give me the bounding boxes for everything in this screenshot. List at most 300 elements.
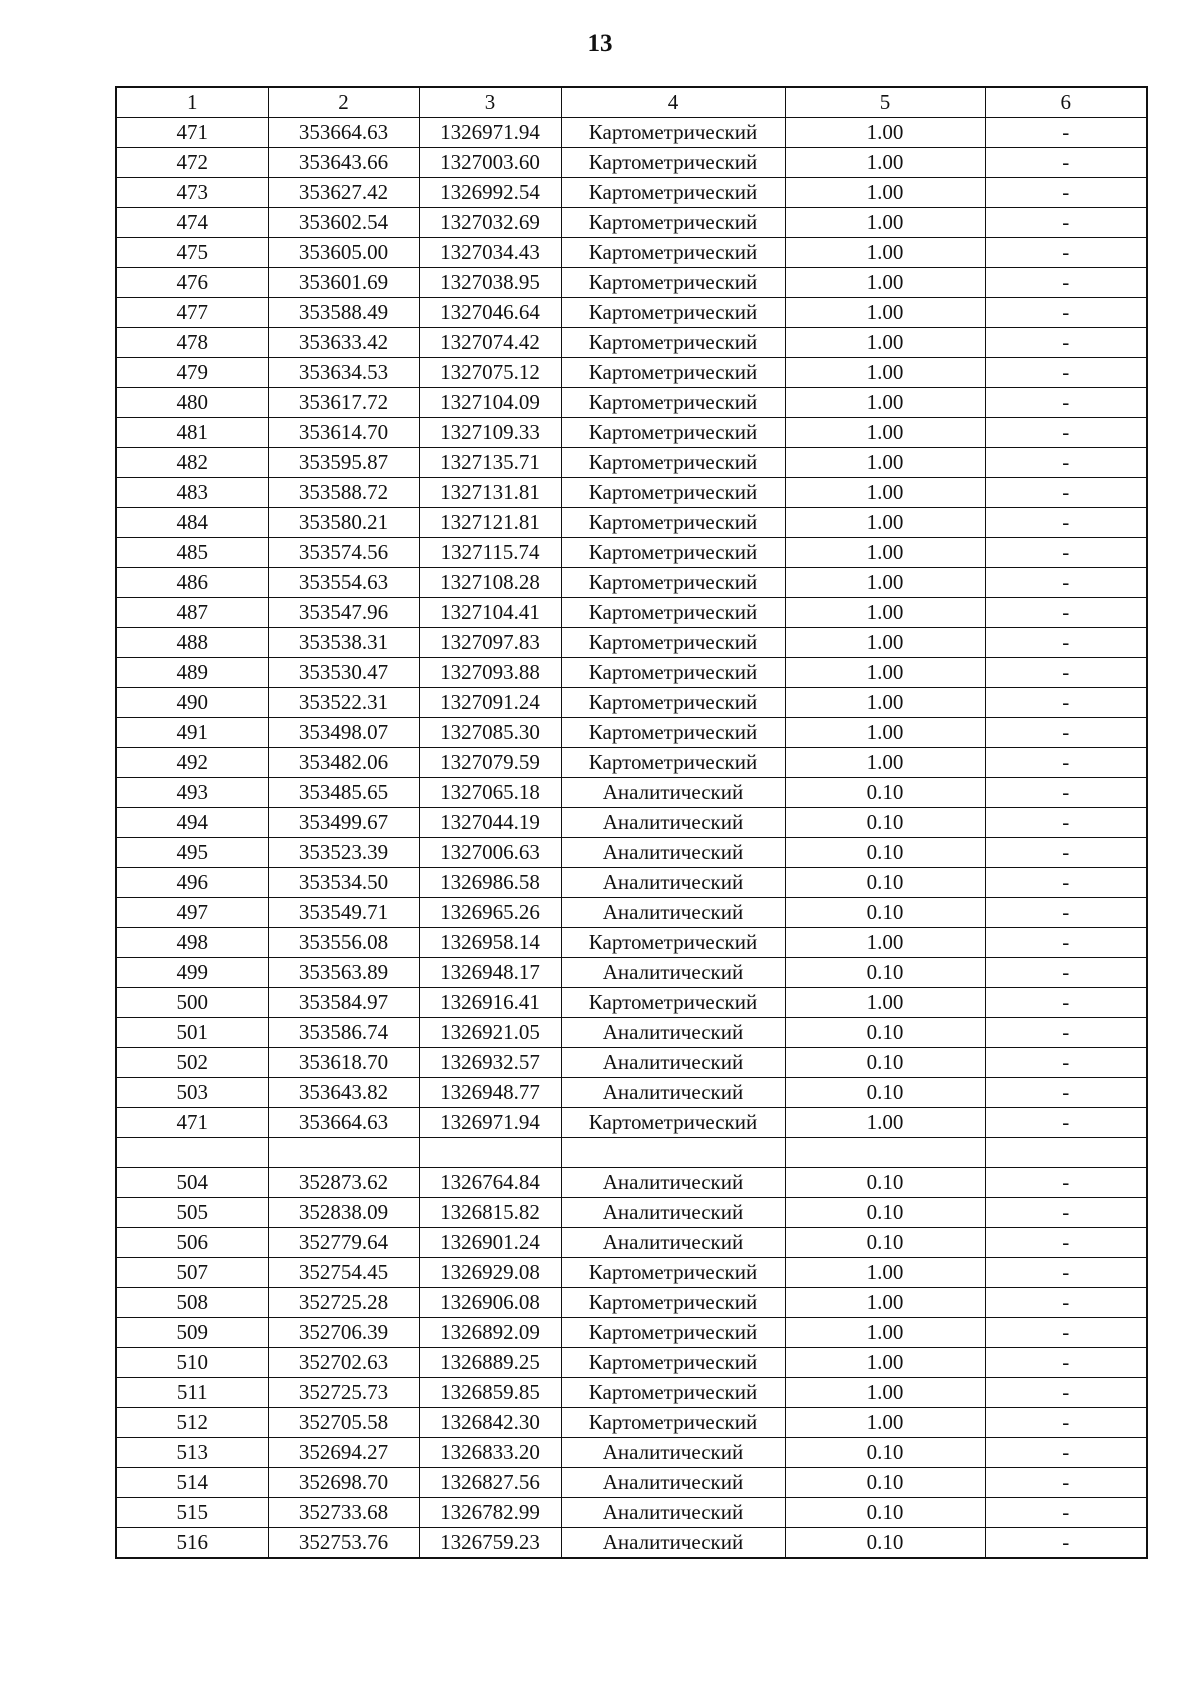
note-cell: - <box>985 778 1147 808</box>
y-coordinate-cell: 1327079.59 <box>419 748 561 778</box>
note-cell: - <box>985 1288 1147 1318</box>
point-number-cell: 509 <box>116 1318 268 1348</box>
y-coordinate-cell <box>419 1138 561 1168</box>
point-number-cell: 493 <box>116 778 268 808</box>
method-cell: Аналитический <box>561 898 785 928</box>
table-row <box>116 118 1147 148</box>
note-cell: - <box>985 418 1147 448</box>
note-cell: - <box>985 568 1147 598</box>
x-coordinate-cell: 353618.70 <box>268 1048 419 1078</box>
point-number-cell: 497 <box>116 898 268 928</box>
table-row <box>116 778 1147 808</box>
point-number-cell: 481 <box>116 418 268 448</box>
table-row <box>116 238 1147 268</box>
x-coordinate-cell: 353633.42 <box>268 328 419 358</box>
y-coordinate-cell: 1327044.19 <box>419 808 561 838</box>
accuracy-cell: 1.00 <box>785 1408 985 1438</box>
method-cell: Картометрический <box>561 268 785 298</box>
point-number-cell: 471 <box>116 1108 268 1138</box>
accuracy-cell: 1.00 <box>785 628 985 658</box>
point-number-cell: 498 <box>116 928 268 958</box>
table-row <box>116 1108 1147 1138</box>
method-cell: Картометрический <box>561 208 785 238</box>
table-row <box>116 628 1147 658</box>
point-number-cell: 505 <box>116 1198 268 1228</box>
table-row <box>116 1168 1147 1198</box>
note-cell: - <box>985 1228 1147 1258</box>
method-cell: Картометрический <box>561 628 785 658</box>
x-coordinate-cell: 352702.63 <box>268 1348 419 1378</box>
accuracy-cell: 0.10 <box>785 1438 985 1468</box>
method-cell: Картометрический <box>561 478 785 508</box>
x-coordinate-cell: 353554.63 <box>268 568 419 598</box>
x-coordinate-cell: 352873.62 <box>268 1168 419 1198</box>
x-coordinate-cell: 352733.68 <box>268 1498 419 1528</box>
note-cell: - <box>985 628 1147 658</box>
accuracy-cell: 0.10 <box>785 1228 985 1258</box>
note-cell: - <box>985 448 1147 478</box>
note-cell: - <box>985 898 1147 928</box>
method-cell: Картометрический <box>561 388 785 418</box>
y-coordinate-cell: 1326932.57 <box>419 1048 561 1078</box>
y-coordinate-cell: 1326965.26 <box>419 898 561 928</box>
note-cell: - <box>985 508 1147 538</box>
note-cell: - <box>985 1318 1147 1348</box>
y-coordinate-cell: 1327104.41 <box>419 598 561 628</box>
method-cell: Аналитический <box>561 838 785 868</box>
note-cell: - <box>985 958 1147 988</box>
method-cell: Аналитический <box>561 778 785 808</box>
method-cell: Аналитический <box>561 958 785 988</box>
point-number-cell: 499 <box>116 958 268 988</box>
point-number-cell: 491 <box>116 718 268 748</box>
table-row <box>116 1498 1147 1528</box>
table-row <box>116 1048 1147 1078</box>
column-header-3: 3 <box>419 87 561 118</box>
x-coordinate-cell: 353588.49 <box>268 298 419 328</box>
y-coordinate-cell: 1326921.05 <box>419 1018 561 1048</box>
table-row <box>116 148 1147 178</box>
note-cell: - <box>985 1408 1147 1438</box>
method-cell: Аналитический <box>561 1198 785 1228</box>
note-cell: - <box>985 1348 1147 1378</box>
note-cell: - <box>985 1168 1147 1198</box>
point-number-cell: 472 <box>116 148 268 178</box>
method-cell: Картометрический <box>561 148 785 178</box>
y-coordinate-cell: 1327046.64 <box>419 298 561 328</box>
method-cell: Картометрический <box>561 538 785 568</box>
x-coordinate-cell: 353664.63 <box>268 1108 419 1138</box>
x-coordinate-cell: 353563.89 <box>268 958 419 988</box>
x-coordinate-cell: 353523.39 <box>268 838 419 868</box>
y-coordinate-cell: 1326971.94 <box>419 1108 561 1138</box>
x-coordinate-cell: 353605.00 <box>268 238 419 268</box>
point-number-cell: 483 <box>116 478 268 508</box>
note-cell: - <box>985 328 1147 358</box>
method-cell: Аналитический <box>561 868 785 898</box>
point-number-cell: 500 <box>116 988 268 1018</box>
method-cell: Картометрический <box>561 1318 785 1348</box>
x-coordinate-cell: 352706.39 <box>268 1318 419 1348</box>
accuracy-cell: 1.00 <box>785 358 985 388</box>
point-number-cell: 516 <box>116 1528 268 1559</box>
x-coordinate-cell: 352779.64 <box>268 1228 419 1258</box>
note-cell: - <box>985 658 1147 688</box>
table-row <box>116 1228 1147 1258</box>
accuracy-cell: 0.10 <box>785 1528 985 1559</box>
accuracy-cell: 1.00 <box>785 718 985 748</box>
y-coordinate-cell: 1326889.25 <box>419 1348 561 1378</box>
point-number-cell: 475 <box>116 238 268 268</box>
method-cell: Аналитический <box>561 808 785 838</box>
y-coordinate-cell: 1326901.24 <box>419 1228 561 1258</box>
point-number-cell: 476 <box>116 268 268 298</box>
accuracy-cell: 1.00 <box>785 118 985 148</box>
table-row <box>116 508 1147 538</box>
table-row <box>116 418 1147 448</box>
accuracy-cell: 1.00 <box>785 208 985 238</box>
x-coordinate-cell: 353588.72 <box>268 478 419 508</box>
point-number-cell <box>116 1138 268 1168</box>
note-cell: - <box>985 1378 1147 1408</box>
x-coordinate-cell: 353614.70 <box>268 418 419 448</box>
x-coordinate-cell: 353499.67 <box>268 808 419 838</box>
x-coordinate-cell: 352754.45 <box>268 1258 419 1288</box>
point-number-cell: 511 <box>116 1378 268 1408</box>
table-row <box>116 1138 1147 1168</box>
x-coordinate-cell: 353498.07 <box>268 718 419 748</box>
accuracy-cell: 0.10 <box>785 898 985 928</box>
method-cell: Аналитический <box>561 1528 785 1559</box>
accuracy-cell: 0.10 <box>785 838 985 868</box>
accuracy-cell: 1.00 <box>785 1378 985 1408</box>
point-number-cell: 494 <box>116 808 268 838</box>
table-row <box>116 538 1147 568</box>
note-cell: - <box>985 238 1147 268</box>
point-number-cell: 478 <box>116 328 268 358</box>
accuracy-cell: 1.00 <box>785 1288 985 1318</box>
method-cell: Картометрический <box>561 238 785 268</box>
accuracy-cell: 0.10 <box>785 778 985 808</box>
accuracy-cell: 0.10 <box>785 958 985 988</box>
accuracy-cell: 0.10 <box>785 1078 985 1108</box>
x-coordinate-cell: 353586.74 <box>268 1018 419 1048</box>
note-cell: - <box>985 148 1147 178</box>
note-cell <box>985 1138 1147 1168</box>
x-coordinate-cell: 353643.66 <box>268 148 419 178</box>
column-header-1: 1 <box>116 87 268 118</box>
note-cell: - <box>985 358 1147 388</box>
accuracy-cell: 1.00 <box>785 598 985 628</box>
table-row <box>116 568 1147 598</box>
point-number-cell: 507 <box>116 1258 268 1288</box>
point-number-cell: 503 <box>116 1078 268 1108</box>
point-number-cell: 471 <box>116 118 268 148</box>
x-coordinate-cell: 353556.08 <box>268 928 419 958</box>
table-row <box>116 328 1147 358</box>
method-cell: Картометрический <box>561 1288 785 1318</box>
accuracy-cell: 0.10 <box>785 1468 985 1498</box>
method-cell: Картометрический <box>561 448 785 478</box>
accuracy-cell: 1.00 <box>785 478 985 508</box>
x-coordinate-cell: 353627.42 <box>268 178 419 208</box>
y-coordinate-cell: 1326992.54 <box>419 178 561 208</box>
x-coordinate-cell: 353580.21 <box>268 508 419 538</box>
table-row <box>116 808 1147 838</box>
y-coordinate-cell: 1327131.81 <box>419 478 561 508</box>
column-header-5: 5 <box>785 87 985 118</box>
point-number-cell: 480 <box>116 388 268 418</box>
y-coordinate-cell: 1327034.43 <box>419 238 561 268</box>
point-number-cell: 510 <box>116 1348 268 1378</box>
y-coordinate-cell: 1327075.12 <box>419 358 561 388</box>
method-cell: Аналитический <box>561 1498 785 1528</box>
method-cell: Картометрический <box>561 178 785 208</box>
x-coordinate-cell: 352698.70 <box>268 1468 419 1498</box>
table-row <box>116 1318 1147 1348</box>
accuracy-cell <box>785 1138 985 1168</box>
note-cell: - <box>985 1198 1147 1228</box>
note-cell: - <box>985 1528 1147 1559</box>
method-cell: Аналитический <box>561 1228 785 1258</box>
accuracy-cell: 0.10 <box>785 808 985 838</box>
x-coordinate-cell: 353634.53 <box>268 358 419 388</box>
accuracy-cell: 1.00 <box>785 268 985 298</box>
note-cell: - <box>985 478 1147 508</box>
accuracy-cell: 1.00 <box>785 298 985 328</box>
y-coordinate-cell: 1327038.95 <box>419 268 561 298</box>
y-coordinate-cell: 1326782.99 <box>419 1498 561 1528</box>
method-cell: Аналитический <box>561 1168 785 1198</box>
note-cell: - <box>985 718 1147 748</box>
accuracy-cell: 0.10 <box>785 1168 985 1198</box>
y-coordinate-cell: 1326929.08 <box>419 1258 561 1288</box>
y-coordinate-cell: 1327115.74 <box>419 538 561 568</box>
x-coordinate-cell: 353602.54 <box>268 208 419 238</box>
accuracy-cell: 1.00 <box>785 1318 985 1348</box>
accuracy-cell: 1.00 <box>785 328 985 358</box>
table-row <box>116 658 1147 688</box>
table-row <box>116 1258 1147 1288</box>
accuracy-cell: 1.00 <box>785 658 985 688</box>
table-row <box>116 358 1147 388</box>
table-row <box>116 178 1147 208</box>
point-number-cell: 513 <box>116 1438 268 1468</box>
point-number-cell: 508 <box>116 1288 268 1318</box>
method-cell: Картометрический <box>561 1258 785 1288</box>
note-cell: - <box>985 1048 1147 1078</box>
note-cell: - <box>985 298 1147 328</box>
point-number-cell: 485 <box>116 538 268 568</box>
point-number-cell: 482 <box>116 448 268 478</box>
table-row <box>116 688 1147 718</box>
note-cell: - <box>985 1258 1147 1288</box>
method-cell: Аналитический <box>561 1018 785 1048</box>
accuracy-cell: 1.00 <box>785 1258 985 1288</box>
y-coordinate-cell: 1326859.85 <box>419 1378 561 1408</box>
y-coordinate-cell: 1326892.09 <box>419 1318 561 1348</box>
y-coordinate-cell: 1327104.09 <box>419 388 561 418</box>
point-number-cell: 515 <box>116 1498 268 1528</box>
note-cell: - <box>985 538 1147 568</box>
table-row <box>116 838 1147 868</box>
x-coordinate-cell: 353549.71 <box>268 898 419 928</box>
point-number-cell: 479 <box>116 358 268 388</box>
x-coordinate-cell <box>268 1138 419 1168</box>
accuracy-cell: 1.00 <box>785 148 985 178</box>
x-coordinate-cell: 353595.87 <box>268 448 419 478</box>
note-cell: - <box>985 1078 1147 1108</box>
column-header-6: 6 <box>985 87 1147 118</box>
method-cell: Картометрический <box>561 328 785 358</box>
table-row <box>116 1378 1147 1408</box>
table-row <box>116 598 1147 628</box>
point-number-cell: 489 <box>116 658 268 688</box>
table-row <box>116 268 1147 298</box>
accuracy-cell: 0.10 <box>785 1018 985 1048</box>
y-coordinate-cell: 1327085.30 <box>419 718 561 748</box>
y-coordinate-cell: 1326764.84 <box>419 1168 561 1198</box>
y-coordinate-cell: 1327121.81 <box>419 508 561 538</box>
method-cell: Аналитический <box>561 1048 785 1078</box>
note-cell: - <box>985 208 1147 238</box>
table-row <box>116 298 1147 328</box>
accuracy-cell: 1.00 <box>785 1348 985 1378</box>
y-coordinate-cell: 1327135.71 <box>419 448 561 478</box>
method-cell: Аналитический <box>561 1468 785 1498</box>
method-cell: Картометрический <box>561 508 785 538</box>
column-header-4: 4 <box>561 87 785 118</box>
note-cell: - <box>985 808 1147 838</box>
accuracy-cell: 0.10 <box>785 1048 985 1078</box>
point-number-cell: 484 <box>116 508 268 538</box>
note-cell: - <box>985 1018 1147 1048</box>
table-row <box>116 958 1147 988</box>
note-cell: - <box>985 928 1147 958</box>
y-coordinate-cell: 1327032.69 <box>419 208 561 238</box>
note-cell: - <box>985 178 1147 208</box>
x-coordinate-cell: 352725.73 <box>268 1378 419 1408</box>
x-coordinate-cell: 353530.47 <box>268 658 419 688</box>
y-coordinate-cell: 1326833.20 <box>419 1438 561 1468</box>
page-number: 13 <box>587 30 613 57</box>
x-coordinate-cell: 353601.69 <box>268 268 419 298</box>
method-cell: Картометрический <box>561 988 785 1018</box>
method-cell: Картометрический <box>561 928 785 958</box>
x-coordinate-cell: 352725.28 <box>268 1288 419 1318</box>
point-number-cell: 502 <box>116 1048 268 1078</box>
y-coordinate-cell: 1327109.33 <box>419 418 561 448</box>
y-coordinate-cell: 1326906.08 <box>419 1288 561 1318</box>
table-row <box>116 1078 1147 1108</box>
note-cell: - <box>985 748 1147 778</box>
method-cell: Картометрический <box>561 1108 785 1138</box>
point-number-cell: 512 <box>116 1408 268 1438</box>
y-coordinate-cell: 1327006.63 <box>419 838 561 868</box>
point-number-cell: 504 <box>116 1168 268 1198</box>
y-coordinate-cell: 1326916.41 <box>419 988 561 1018</box>
note-cell: - <box>985 1438 1147 1468</box>
table-row <box>116 898 1147 928</box>
table-row <box>116 1468 1147 1498</box>
accuracy-cell: 1.00 <box>785 988 985 1018</box>
header-row <box>116 87 1147 118</box>
y-coordinate-cell: 1327003.60 <box>419 148 561 178</box>
method-cell: Картометрический <box>561 118 785 148</box>
accuracy-cell: 1.00 <box>785 178 985 208</box>
method-cell: Картометрический <box>561 688 785 718</box>
accuracy-cell: 1.00 <box>785 538 985 568</box>
method-cell: Картометрический <box>561 358 785 388</box>
method-cell: Картометрический <box>561 1378 785 1408</box>
accuracy-cell: 0.10 <box>785 1498 985 1528</box>
method-cell: Картометрический <box>561 748 785 778</box>
note-cell: - <box>985 688 1147 718</box>
x-coordinate-cell: 353617.72 <box>268 388 419 418</box>
table-row <box>116 388 1147 418</box>
y-coordinate-cell: 1326948.17 <box>419 958 561 988</box>
table-row <box>116 1348 1147 1378</box>
point-number-cell: 514 <box>116 1468 268 1498</box>
point-number-cell: 501 <box>116 1018 268 1048</box>
x-coordinate-cell: 353482.06 <box>268 748 419 778</box>
table-row <box>116 748 1147 778</box>
method-cell: Картометрический <box>561 568 785 598</box>
x-coordinate-cell: 353664.63 <box>268 118 419 148</box>
accuracy-cell: 1.00 <box>785 448 985 478</box>
x-coordinate-cell: 352694.27 <box>268 1438 419 1468</box>
table-row <box>116 208 1147 238</box>
point-number-cell: 486 <box>116 568 268 598</box>
x-coordinate-cell: 353547.96 <box>268 598 419 628</box>
note-cell: - <box>985 868 1147 898</box>
y-coordinate-cell: 1327091.24 <box>419 688 561 718</box>
y-coordinate-cell: 1326827.56 <box>419 1468 561 1498</box>
y-coordinate-cell: 1326958.14 <box>419 928 561 958</box>
method-cell: Аналитический <box>561 1438 785 1468</box>
table-body <box>116 118 1147 1559</box>
method-cell: Картометрический <box>561 658 785 688</box>
x-coordinate-cell: 352838.09 <box>268 1198 419 1228</box>
table-row <box>116 1528 1147 1559</box>
y-coordinate-cell: 1326986.58 <box>419 868 561 898</box>
accuracy-cell: 0.10 <box>785 1198 985 1228</box>
y-coordinate-cell: 1327074.42 <box>419 328 561 358</box>
point-number-cell: 496 <box>116 868 268 898</box>
point-number-cell: 490 <box>116 688 268 718</box>
y-coordinate-cell: 1326759.23 <box>419 1528 561 1559</box>
accuracy-cell: 1.00 <box>785 388 985 418</box>
point-number-cell: 495 <box>116 838 268 868</box>
accuracy-cell: 1.00 <box>785 1108 985 1138</box>
table-row <box>116 1408 1147 1438</box>
method-cell: Картометрический <box>561 418 785 448</box>
note-cell: - <box>985 388 1147 418</box>
table-row <box>116 1018 1147 1048</box>
method-cell: Картометрический <box>561 1408 785 1438</box>
accuracy-cell: 1.00 <box>785 688 985 718</box>
accuracy-cell: 0.10 <box>785 868 985 898</box>
accuracy-cell: 1.00 <box>785 748 985 778</box>
note-cell: - <box>985 1108 1147 1138</box>
method-cell: Картометрический <box>561 598 785 628</box>
note-cell: - <box>985 988 1147 1018</box>
y-coordinate-cell: 1326815.82 <box>419 1198 561 1228</box>
x-coordinate-cell: 352705.58 <box>268 1408 419 1438</box>
point-number-cell: 477 <box>116 298 268 328</box>
note-cell: - <box>985 1468 1147 1498</box>
table-row <box>116 868 1147 898</box>
